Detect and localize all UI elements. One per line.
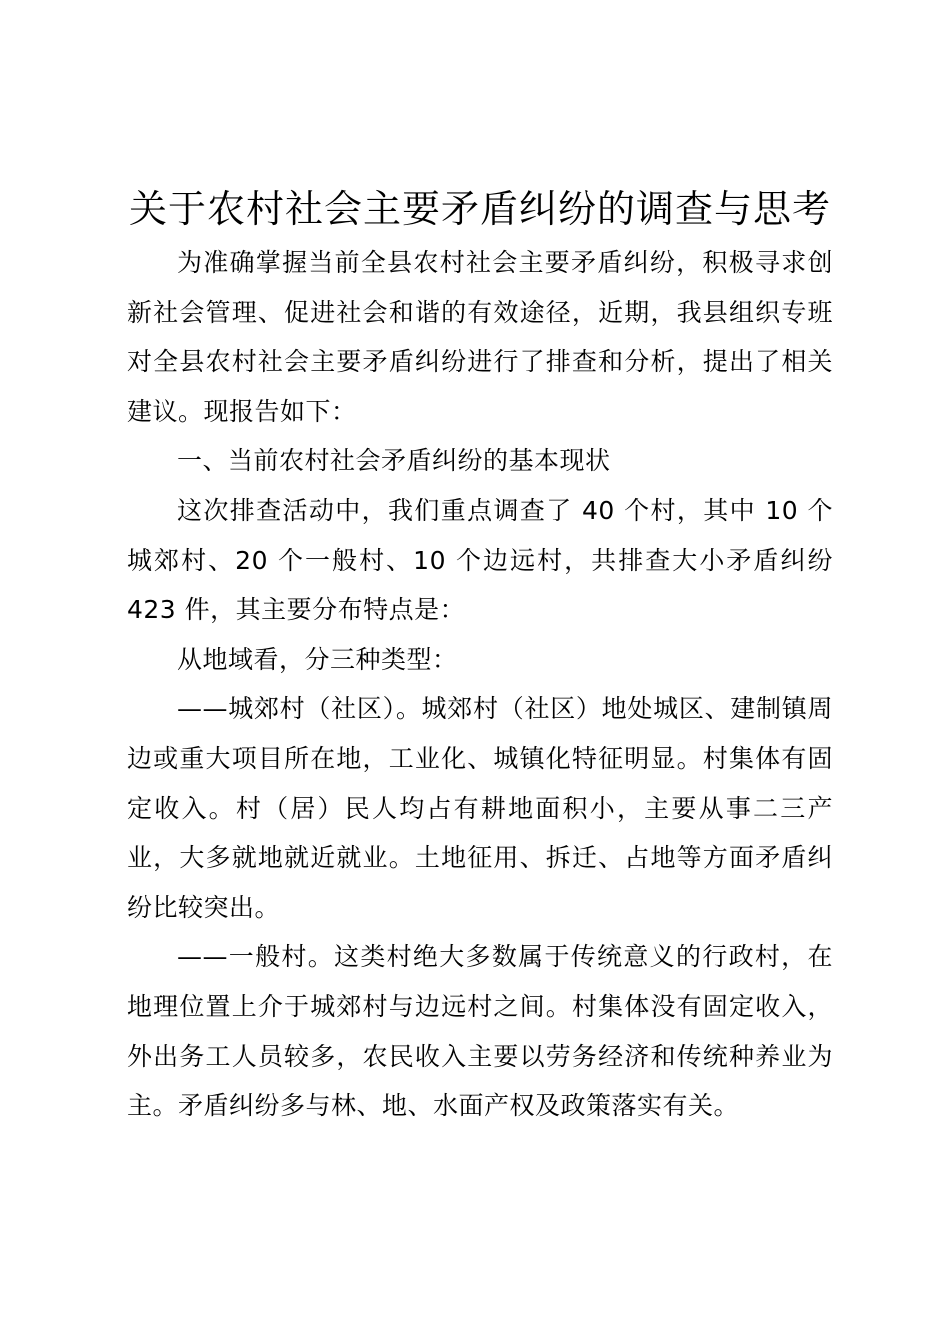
survey-paragraph: 这次排查活动中，我们重点调查了 40 个村，其中 10 个城郊村、20 个一般村、10 个边远村，共排查大小矛盾纠纷 423 件，其主要分布特点是： <box>127 495 833 625</box>
document-body <box>127 238 833 1131</box>
general-village-paragraph: ——一般村。这类村绝大多数属于传统意义的行政村，在地理位置上介于城郊村与边远村之间。村集体没有固定收入，外出务工人员较多，农民收入主要以劳务经济和传统种养业为主。矛盾纠纷多与林、地、水面产权及政策落实有关。 <box>127 942 833 1121</box>
section-heading: 一、当前农村社会矛盾纠纷的基本现状 <box>177 446 611 476</box>
suburban-village-paragraph: ——城郊村（社区）。城郊村（社区）地处城区、建制镇周边或重大项目所在地，工业化、城镇化特征明显。村集体有固定收入。村（居）民人均占有耕地面积小，主要从事二三产业，大多就地就近就业。土地征用、拆迁、占地等方面矛盾纠纷比较突出。 <box>127 694 833 922</box>
document-title: 关于农村社会主要矛盾纠纷的调查与思考 <box>128 187 831 231</box>
region-types-paragraph: 从地域看，分三种类型： <box>177 644 458 674</box>
document-content <box>127 186 833 1131</box>
intro-paragraph: 为准确掌握当前全县农村社会主要矛盾纠纷，积极寻求创新社会管理、促进社会和谐的有效途径，近期，我县组织专班对全县农村社会主要矛盾纠纷进行了排查和分析，提出了相关建议。现报告如下： <box>127 248 833 426</box>
